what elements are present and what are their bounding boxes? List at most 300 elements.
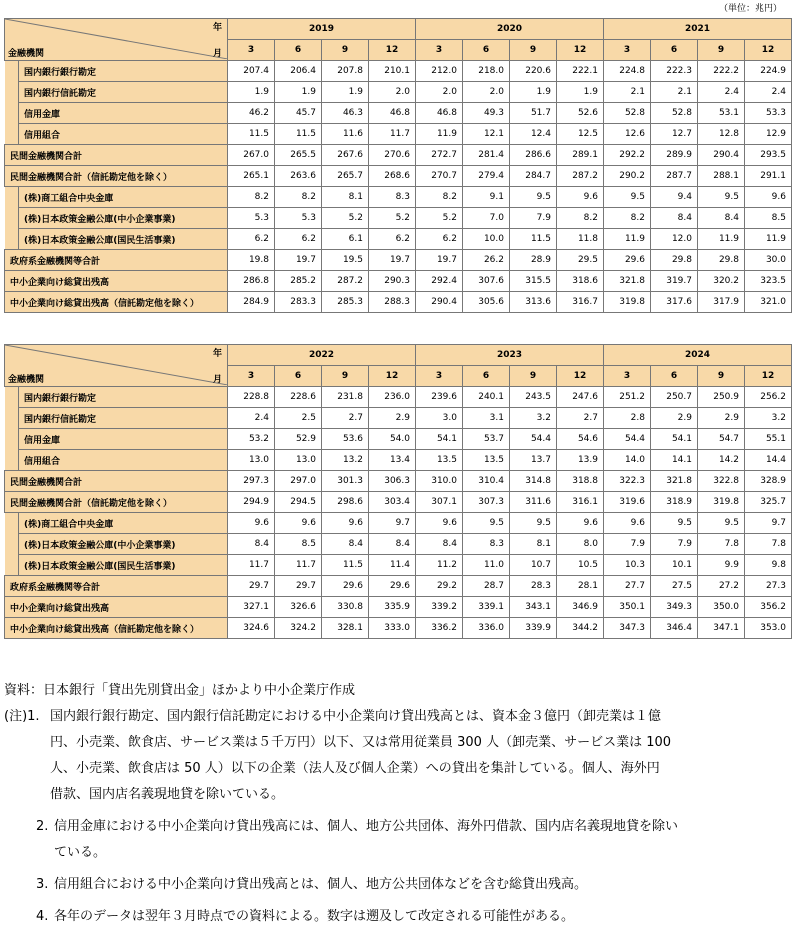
data-cell: 224.9 bbox=[745, 61, 792, 82]
data-cell: 268.6 bbox=[369, 166, 416, 187]
data-cell: 251.2 bbox=[604, 387, 651, 408]
data-cell: 301.3 bbox=[322, 471, 369, 492]
data-cell: 287.2 bbox=[322, 271, 369, 292]
data-cell: 6.2 bbox=[228, 229, 275, 250]
institution-axis-label: 金融機関 bbox=[8, 375, 45, 385]
note-1 bbox=[4, 704, 794, 808]
month-axis-label: 月 bbox=[212, 375, 222, 385]
table-row bbox=[5, 124, 792, 145]
data-cell: 314.8 bbox=[510, 471, 557, 492]
data-cell: 207.4 bbox=[228, 61, 275, 82]
data-cell: 336.0 bbox=[463, 618, 510, 639]
data-cell: 313.6 bbox=[510, 292, 557, 313]
data-cell: 339.2 bbox=[416, 597, 463, 618]
data-cell: 318.6 bbox=[557, 271, 604, 292]
data-cell: 8.4 bbox=[322, 534, 369, 555]
data-cell: 305.6 bbox=[463, 292, 510, 313]
data-cell: 8.4 bbox=[228, 534, 275, 555]
month-header: 3 bbox=[228, 40, 275, 61]
data-cell: 228.8 bbox=[228, 387, 275, 408]
data-cell: 29.6 bbox=[369, 576, 416, 597]
data-cell: 11.6 bbox=[322, 124, 369, 145]
data-cell: 290.4 bbox=[698, 145, 745, 166]
data-cell: 212.0 bbox=[416, 61, 463, 82]
data-cell: 220.6 bbox=[510, 61, 557, 82]
data-cell: 327.1 bbox=[228, 597, 275, 618]
data-cell: 11.5 bbox=[510, 229, 557, 250]
data-cell: 9.6 bbox=[557, 513, 604, 534]
table-row bbox=[5, 103, 792, 124]
data-cell: 2.5 bbox=[275, 408, 322, 429]
data-cell: 13.4 bbox=[369, 450, 416, 471]
data-cell: 29.7 bbox=[228, 576, 275, 597]
data-cell: 346.4 bbox=[651, 618, 698, 639]
note-1-line: 借款、国内店名義現地貸を除いている。 bbox=[50, 787, 285, 802]
data-cell: 11.9 bbox=[698, 229, 745, 250]
data-cell: 1.9 bbox=[557, 82, 604, 103]
data-cell: 19.8 bbox=[228, 250, 275, 271]
data-cell: 267.0 bbox=[228, 145, 275, 166]
month-header: 6 bbox=[463, 366, 510, 387]
data-cell: 325.7 bbox=[745, 492, 792, 513]
data-cell: 307.1 bbox=[416, 492, 463, 513]
data-cell: 322.8 bbox=[698, 471, 745, 492]
data-cell: 289.9 bbox=[651, 145, 698, 166]
group-indent bbox=[5, 387, 19, 471]
data-cell: 222.2 bbox=[698, 61, 745, 82]
data-cell: 336.2 bbox=[416, 618, 463, 639]
data-cell: 5.2 bbox=[322, 208, 369, 229]
data-cell: 270.6 bbox=[369, 145, 416, 166]
data-cell: 7.9 bbox=[510, 208, 557, 229]
row-label: 民間金融機関合計（信託勘定他を除く） bbox=[5, 166, 228, 187]
data-cell: 279.4 bbox=[463, 166, 510, 187]
data-cell: 350.0 bbox=[698, 597, 745, 618]
month-header: 3 bbox=[416, 40, 463, 61]
data-cell: 10.5 bbox=[557, 555, 604, 576]
data-cell: 1.9 bbox=[322, 82, 369, 103]
data-cell: 9.8 bbox=[745, 555, 792, 576]
data-cell: 324.6 bbox=[228, 618, 275, 639]
data-cell: 289.1 bbox=[557, 145, 604, 166]
table-row bbox=[5, 145, 792, 166]
data-cell: 13.9 bbox=[557, 450, 604, 471]
data-cell: 2.4 bbox=[698, 82, 745, 103]
data-cell: 9.6 bbox=[228, 513, 275, 534]
month-header: 12 bbox=[745, 366, 792, 387]
data-cell: 330.8 bbox=[322, 597, 369, 618]
data-cell: 52.8 bbox=[651, 103, 698, 124]
year-axis-label: 年 bbox=[212, 349, 222, 359]
source-note: 資料：日本銀行「貸出先別貸出金」ほかより中小企業庁作成 bbox=[4, 683, 356, 698]
data-cell: 52.6 bbox=[557, 103, 604, 124]
data-cell: 2.4 bbox=[228, 408, 275, 429]
data-cell: 9.9 bbox=[698, 555, 745, 576]
data-cell: 8.4 bbox=[416, 534, 463, 555]
data-cell: 321.8 bbox=[604, 271, 651, 292]
data-cell: 9.5 bbox=[510, 513, 557, 534]
data-cell: 320.2 bbox=[698, 271, 745, 292]
data-cell: 285.3 bbox=[322, 292, 369, 313]
data-cell: 8.2 bbox=[557, 208, 604, 229]
data-cell: 12.6 bbox=[604, 124, 651, 145]
month-header: 12 bbox=[745, 40, 792, 61]
data-cell: 8.1 bbox=[322, 187, 369, 208]
table-row bbox=[5, 534, 792, 555]
data-cell: 12.0 bbox=[651, 229, 698, 250]
data-cell: 310.4 bbox=[463, 471, 510, 492]
data-cell: 284.7 bbox=[510, 166, 557, 187]
group-indent bbox=[5, 187, 19, 250]
table-row bbox=[5, 576, 792, 597]
data-cell: 11.9 bbox=[604, 229, 651, 250]
data-cell: 349.3 bbox=[651, 597, 698, 618]
data-cell: 272.7 bbox=[416, 145, 463, 166]
year-header: 2020 bbox=[416, 19, 604, 40]
data-cell: 321.0 bbox=[745, 292, 792, 313]
data-cell: 53.2 bbox=[228, 429, 275, 450]
row-label: (株)日本政策金融公庫(国民生活事業) bbox=[19, 555, 228, 576]
data-cell: 46.8 bbox=[416, 103, 463, 124]
row-label: (株)日本政策金融公庫(国民生活事業) bbox=[19, 229, 228, 250]
data-cell: 54.4 bbox=[604, 429, 651, 450]
month-header: 3 bbox=[228, 366, 275, 387]
data-cell: 2.7 bbox=[557, 408, 604, 429]
data-cell: 14.4 bbox=[745, 450, 792, 471]
data-cell: 11.8 bbox=[557, 229, 604, 250]
data-cell: 13.7 bbox=[510, 450, 557, 471]
data-cell: 9.1 bbox=[463, 187, 510, 208]
table-row bbox=[5, 492, 792, 513]
data-cell: 319.8 bbox=[698, 492, 745, 513]
data-cell: 12.9 bbox=[745, 124, 792, 145]
table-row bbox=[5, 292, 792, 313]
data-cell: 9.4 bbox=[651, 187, 698, 208]
data-cell: 9.5 bbox=[463, 513, 510, 534]
data-cell: 286.6 bbox=[510, 145, 557, 166]
data-cell: 2.4 bbox=[745, 82, 792, 103]
data-cell: 8.2 bbox=[275, 187, 322, 208]
data-cell: 239.6 bbox=[416, 387, 463, 408]
data-cell: 13.0 bbox=[228, 450, 275, 471]
row-label: 中小企業向け総貸出残高（信託勘定他を除く） bbox=[5, 292, 228, 313]
data-cell: 353.0 bbox=[745, 618, 792, 639]
data-cell: 5.3 bbox=[275, 208, 322, 229]
table-row bbox=[5, 513, 792, 534]
data-cell: 6.1 bbox=[322, 229, 369, 250]
note-1-line: 人、小売業、飲食店は 50 人）以下の企業（法人及び個人企業）への貸出を集計している。個人、海外円 bbox=[50, 761, 660, 776]
data-cell: 263.6 bbox=[275, 166, 322, 187]
table-row bbox=[5, 429, 792, 450]
data-cell: 240.1 bbox=[463, 387, 510, 408]
data-cell: 6.2 bbox=[416, 229, 463, 250]
data-cell: 265.1 bbox=[228, 166, 275, 187]
row-label: 民間金融機関合計 bbox=[5, 145, 228, 166]
data-cell: 51.7 bbox=[510, 103, 557, 124]
data-cell: 328.1 bbox=[322, 618, 369, 639]
data-cell: 9.5 bbox=[651, 513, 698, 534]
data-cell: 11.0 bbox=[463, 555, 510, 576]
data-cell: 288.3 bbox=[369, 292, 416, 313]
data-cell: 292.4 bbox=[416, 271, 463, 292]
table-row bbox=[5, 555, 792, 576]
data-cell: 207.8 bbox=[322, 61, 369, 82]
data-cell: 218.0 bbox=[463, 61, 510, 82]
year-header: 2024 bbox=[604, 345, 792, 366]
table-row bbox=[5, 471, 792, 492]
data-cell: 3.2 bbox=[745, 408, 792, 429]
data-cell: 6.2 bbox=[369, 229, 416, 250]
table-row bbox=[5, 61, 792, 82]
month-header: 3 bbox=[604, 40, 651, 61]
data-cell: 303.4 bbox=[369, 492, 416, 513]
data-cell: 53.3 bbox=[745, 103, 792, 124]
row-label: 国内銀行信託勘定 bbox=[19, 408, 228, 429]
data-cell: 12.5 bbox=[557, 124, 604, 145]
data-cell: 7.8 bbox=[698, 534, 745, 555]
data-cell: 11.5 bbox=[275, 124, 322, 145]
data-cell: 5.2 bbox=[369, 208, 416, 229]
data-cell: 228.6 bbox=[275, 387, 322, 408]
data-cell: 11.2 bbox=[416, 555, 463, 576]
data-cell: 293.5 bbox=[745, 145, 792, 166]
data-cell: 9.7 bbox=[369, 513, 416, 534]
data-cell: 11.7 bbox=[369, 124, 416, 145]
month-header: 12 bbox=[369, 366, 416, 387]
year-header: 2021 bbox=[604, 19, 792, 40]
month-header: 3 bbox=[604, 366, 651, 387]
note-2 bbox=[22, 814, 794, 866]
row-label: (株)商工組合中央金庫 bbox=[19, 513, 228, 534]
table-row bbox=[5, 229, 792, 250]
table-row bbox=[5, 250, 792, 271]
row-label: 民間金融機関合計（信託勘定他を除く） bbox=[5, 492, 228, 513]
data-cell: 2.1 bbox=[604, 82, 651, 103]
data-cell: 30.0 bbox=[745, 250, 792, 271]
month-header: 6 bbox=[651, 40, 698, 61]
row-label: 国内銀行信託勘定 bbox=[19, 82, 228, 103]
data-cell: 46.8 bbox=[369, 103, 416, 124]
data-cell: 9.5 bbox=[698, 513, 745, 534]
data-cell: 13.0 bbox=[275, 450, 322, 471]
data-cell: 9.5 bbox=[510, 187, 557, 208]
data-cell: 2.0 bbox=[416, 82, 463, 103]
data-cell: 46.3 bbox=[322, 103, 369, 124]
data-cell: 28.3 bbox=[510, 576, 557, 597]
row-label: 信用組合 bbox=[19, 450, 228, 471]
data-cell: 49.3 bbox=[463, 103, 510, 124]
data-cell: 7.0 bbox=[463, 208, 510, 229]
data-cell: 54.1 bbox=[651, 429, 698, 450]
data-cell: 267.6 bbox=[322, 145, 369, 166]
row-label: (株)商工組合中央金庫 bbox=[19, 187, 228, 208]
data-cell: 8.2 bbox=[604, 208, 651, 229]
data-cell: 297.0 bbox=[275, 471, 322, 492]
data-cell: 2.0 bbox=[369, 82, 416, 103]
note-1-line: 円、小売業、飲食店、サービス業は５千万円）以下、又は常用従業員 300 人（卸売業、サービス業は 100 bbox=[50, 735, 672, 750]
data-cell: 291.1 bbox=[745, 166, 792, 187]
data-cell: 247.6 bbox=[557, 387, 604, 408]
data-cell: 2.8 bbox=[604, 408, 651, 429]
data-cell: 3.1 bbox=[463, 408, 510, 429]
data-cell: 54.1 bbox=[416, 429, 463, 450]
data-cell: 270.7 bbox=[416, 166, 463, 187]
table-row bbox=[5, 271, 792, 292]
data-cell: 8.4 bbox=[651, 208, 698, 229]
data-cell: 2.9 bbox=[369, 408, 416, 429]
data-cell: 346.9 bbox=[557, 597, 604, 618]
data-cell: 7.9 bbox=[651, 534, 698, 555]
note-3-number: 3. bbox=[36, 877, 49, 892]
data-cell: 9.5 bbox=[698, 187, 745, 208]
data-cell: 294.9 bbox=[228, 492, 275, 513]
data-cell: 317.9 bbox=[698, 292, 745, 313]
data-cell: 11.9 bbox=[416, 124, 463, 145]
month-header: 9 bbox=[698, 366, 745, 387]
year-axis-label: 年 bbox=[212, 23, 222, 33]
data-cell: 287.7 bbox=[651, 166, 698, 187]
data-cell: 307.3 bbox=[463, 492, 510, 513]
data-cell: 55.1 bbox=[745, 429, 792, 450]
table-row bbox=[5, 450, 792, 471]
data-cell: 290.4 bbox=[416, 292, 463, 313]
data-cell: 52.8 bbox=[604, 103, 651, 124]
group-indent bbox=[5, 61, 19, 145]
data-cell: 294.5 bbox=[275, 492, 322, 513]
data-cell: 19.7 bbox=[275, 250, 322, 271]
data-cell: 292.2 bbox=[604, 145, 651, 166]
data-cell: 2.7 bbox=[322, 408, 369, 429]
data-cell: 53.7 bbox=[463, 429, 510, 450]
note-4 bbox=[22, 904, 794, 930]
data-cell: 13.5 bbox=[416, 450, 463, 471]
data-cell: 9.5 bbox=[604, 187, 651, 208]
loan-table-2019-2021 bbox=[4, 18, 792, 313]
data-cell: 298.6 bbox=[322, 492, 369, 513]
data-cell: 29.6 bbox=[322, 576, 369, 597]
month-header: 9 bbox=[322, 366, 369, 387]
note-4-number: 4. bbox=[36, 909, 49, 924]
data-cell: 5.3 bbox=[228, 208, 275, 229]
row-label: 国内銀行銀行勘定 bbox=[19, 61, 228, 82]
data-cell: 54.6 bbox=[557, 429, 604, 450]
data-cell: 256.2 bbox=[745, 387, 792, 408]
row-label: 信用金庫 bbox=[19, 429, 228, 450]
data-cell: 8.5 bbox=[275, 534, 322, 555]
data-cell: 53.1 bbox=[698, 103, 745, 124]
data-cell: 10.1 bbox=[651, 555, 698, 576]
data-cell: 243.5 bbox=[510, 387, 557, 408]
data-cell: 350.1 bbox=[604, 597, 651, 618]
data-cell: 222.3 bbox=[651, 61, 698, 82]
data-cell: 328.9 bbox=[745, 471, 792, 492]
data-cell: 321.8 bbox=[651, 471, 698, 492]
data-cell: 27.5 bbox=[651, 576, 698, 597]
group-indent bbox=[5, 513, 19, 576]
data-cell: 26.2 bbox=[463, 250, 510, 271]
data-cell: 29.7 bbox=[275, 576, 322, 597]
data-cell: 224.8 bbox=[604, 61, 651, 82]
data-cell: 10.3 bbox=[604, 555, 651, 576]
unit-label: （単位：兆円） bbox=[718, 4, 782, 14]
data-cell: 284.9 bbox=[228, 292, 275, 313]
month-header: 6 bbox=[651, 366, 698, 387]
data-cell: 326.6 bbox=[275, 597, 322, 618]
data-cell: 9.6 bbox=[275, 513, 322, 534]
data-cell: 344.2 bbox=[557, 618, 604, 639]
data-cell: 29.6 bbox=[604, 250, 651, 271]
month-header: 9 bbox=[698, 40, 745, 61]
data-cell: 12.7 bbox=[651, 124, 698, 145]
data-cell: 250.7 bbox=[651, 387, 698, 408]
data-cell: 2.0 bbox=[463, 82, 510, 103]
note-2-number: 2. bbox=[36, 819, 49, 834]
data-cell: 236.0 bbox=[369, 387, 416, 408]
data-cell: 319.7 bbox=[651, 271, 698, 292]
data-cell: 323.5 bbox=[745, 271, 792, 292]
data-cell: 206.4 bbox=[275, 61, 322, 82]
data-cell: 8.2 bbox=[416, 187, 463, 208]
data-cell: 3.2 bbox=[510, 408, 557, 429]
row-label: 国内銀行銀行勘定 bbox=[19, 387, 228, 408]
data-cell: 210.1 bbox=[369, 61, 416, 82]
data-cell: 335.9 bbox=[369, 597, 416, 618]
data-cell: 29.5 bbox=[557, 250, 604, 271]
loan-table-2022-2024 bbox=[4, 344, 792, 639]
data-cell: 54.0 bbox=[369, 429, 416, 450]
year-header: 2023 bbox=[416, 345, 604, 366]
data-cell: 7.8 bbox=[745, 534, 792, 555]
year-header: 2022 bbox=[228, 345, 416, 366]
data-cell: 286.8 bbox=[228, 271, 275, 292]
month-header: 6 bbox=[275, 366, 322, 387]
data-cell: 1.9 bbox=[275, 82, 322, 103]
notes bbox=[4, 678, 794, 930]
data-cell: 6.2 bbox=[275, 229, 322, 250]
institution-axis-label: 金融機関 bbox=[8, 49, 45, 59]
data-cell: 347.1 bbox=[698, 618, 745, 639]
data-cell: 316.1 bbox=[557, 492, 604, 513]
data-cell: 324.2 bbox=[275, 618, 322, 639]
data-cell: 29.2 bbox=[416, 576, 463, 597]
data-cell: 1.9 bbox=[510, 82, 557, 103]
row-label: 中小企業向け総貸出残高 bbox=[5, 597, 228, 618]
data-cell: 8.2 bbox=[228, 187, 275, 208]
data-cell: 29.8 bbox=[651, 250, 698, 271]
month-header: 9 bbox=[510, 366, 557, 387]
data-cell: 46.2 bbox=[228, 103, 275, 124]
row-label: 中小企業向け総貸出残高 bbox=[5, 271, 228, 292]
note-1-line: 国内銀行銀行勘定、国内銀行信託勘定における中小企業向け貸出残高とは、資本金３億円（卸売業は１億 bbox=[50, 709, 662, 724]
month-header: 6 bbox=[463, 40, 510, 61]
row-label: 政府系金融機関等合計 bbox=[5, 250, 228, 271]
data-cell: 2.9 bbox=[698, 408, 745, 429]
data-cell: 317.6 bbox=[651, 292, 698, 313]
note-tag: (注)1. bbox=[4, 709, 40, 724]
data-cell: 8.3 bbox=[369, 187, 416, 208]
row-label: (株)日本政策金融公庫(中小企業事業) bbox=[19, 208, 228, 229]
table-row bbox=[5, 166, 792, 187]
data-cell: 297.3 bbox=[228, 471, 275, 492]
row-label: 中小企業向け総貸出残高（信託勘定他を除く） bbox=[5, 618, 228, 639]
data-cell: 8.4 bbox=[369, 534, 416, 555]
header-corner bbox=[5, 19, 228, 61]
data-cell: 285.2 bbox=[275, 271, 322, 292]
note-3-line: 信用組合における中小企業向け貸出残高とは、個人、地方公共団体などを含む総貸出残高。 bbox=[54, 877, 588, 892]
data-cell: 2.1 bbox=[651, 82, 698, 103]
data-cell: 29.8 bbox=[698, 250, 745, 271]
data-cell: 283.3 bbox=[275, 292, 322, 313]
